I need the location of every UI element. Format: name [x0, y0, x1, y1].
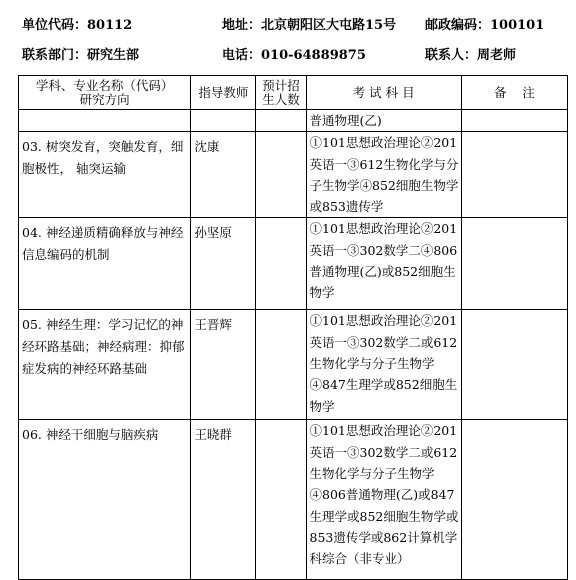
- header-discipline-line1: 学科、专业名称（代码）: [35, 77, 174, 93]
- direction-cell: [19, 110, 191, 132]
- header-discipline: [19, 76, 191, 110]
- header-exam-subjects: 考 试 科 目: [306, 76, 461, 110]
- quota-cell: [256, 132, 306, 218]
- address: 地址：北京朝阳区大屯路15号: [222, 18, 397, 33]
- table-row: [19, 132, 568, 218]
- contact-department: 联系部门：研究生部: [22, 48, 140, 63]
- program-table: [18, 75, 568, 580]
- unit-code: 单位代码：80112: [22, 18, 133, 33]
- remarks-cell: [461, 110, 567, 132]
- postcode: 邮政编码：100101: [425, 18, 545, 33]
- quota-cell: [256, 110, 306, 132]
- teacher-cell: 孙坚原: [191, 218, 256, 310]
- header-quota-line1: 预计招: [262, 77, 300, 93]
- exam-cell: ①101思想政治理论②201英语一③302数学二或612生物化学与分子生物学④806普通物理(乙)或847生理学或852细胞生物学或853遗传学或862计算机学科综合（非专业）: [306, 420, 461, 580]
- teacher-cell: [191, 110, 256, 132]
- direction-cell: 06. 神经干细胞与脑疾病: [19, 420, 191, 580]
- contact-person: 联系人：周老师: [425, 48, 517, 63]
- table-row: [19, 310, 568, 420]
- quota-cell: [256, 420, 306, 580]
- exam-cell: ①101思想政治理论②201英语一③302数学二或612生物化学与分子生物学④847生理学或852细胞生物学: [306, 310, 461, 420]
- header-discipline-line2: 研究方向: [79, 91, 130, 107]
- table-row: [19, 110, 568, 132]
- table-row: [19, 218, 568, 310]
- remarks-cell: [461, 132, 567, 218]
- remarks-cell: [461, 218, 567, 310]
- remarks-cell: [461, 310, 567, 420]
- teacher-cell: 王晓群: [191, 420, 256, 580]
- direction-cell: 05. 神经生理：学习记忆的神经环路基础；神经病理：抑郁症发病的神经环路基础: [19, 310, 191, 420]
- table-row: [19, 420, 568, 580]
- teacher-cell: 沈康: [191, 132, 256, 218]
- header-advisor: 指导教师: [191, 76, 256, 110]
- header-remarks: 备 注: [461, 76, 567, 110]
- direction-cell: 04. 神经递质精确释放与神经信息编码的机制: [19, 218, 191, 310]
- table-header-row: [19, 76, 568, 110]
- header-quota: [256, 76, 306, 110]
- exam-cell: 普通物理(乙): [306, 110, 461, 132]
- teacher-cell: 王晋辉: [191, 310, 256, 420]
- phone: 电话：010-64889875: [222, 48, 366, 63]
- quota-cell: [256, 310, 306, 420]
- direction-cell: 03. 树突发育，突触发育，细胞极性， 轴突运输: [19, 132, 191, 218]
- remarks-cell: [461, 420, 567, 580]
- exam-cell: ①101思想政治理论②201英语一③612生物化学与分子生物学④852细胞生物学或853遗传学: [306, 132, 461, 218]
- exam-cell: ①101思想政治理论②201英语一③302数学二④806普通物理(乙)或852细胞生物学: [306, 218, 461, 310]
- header-quota-line2: 生人数: [262, 91, 300, 107]
- quota-cell: [256, 218, 306, 310]
